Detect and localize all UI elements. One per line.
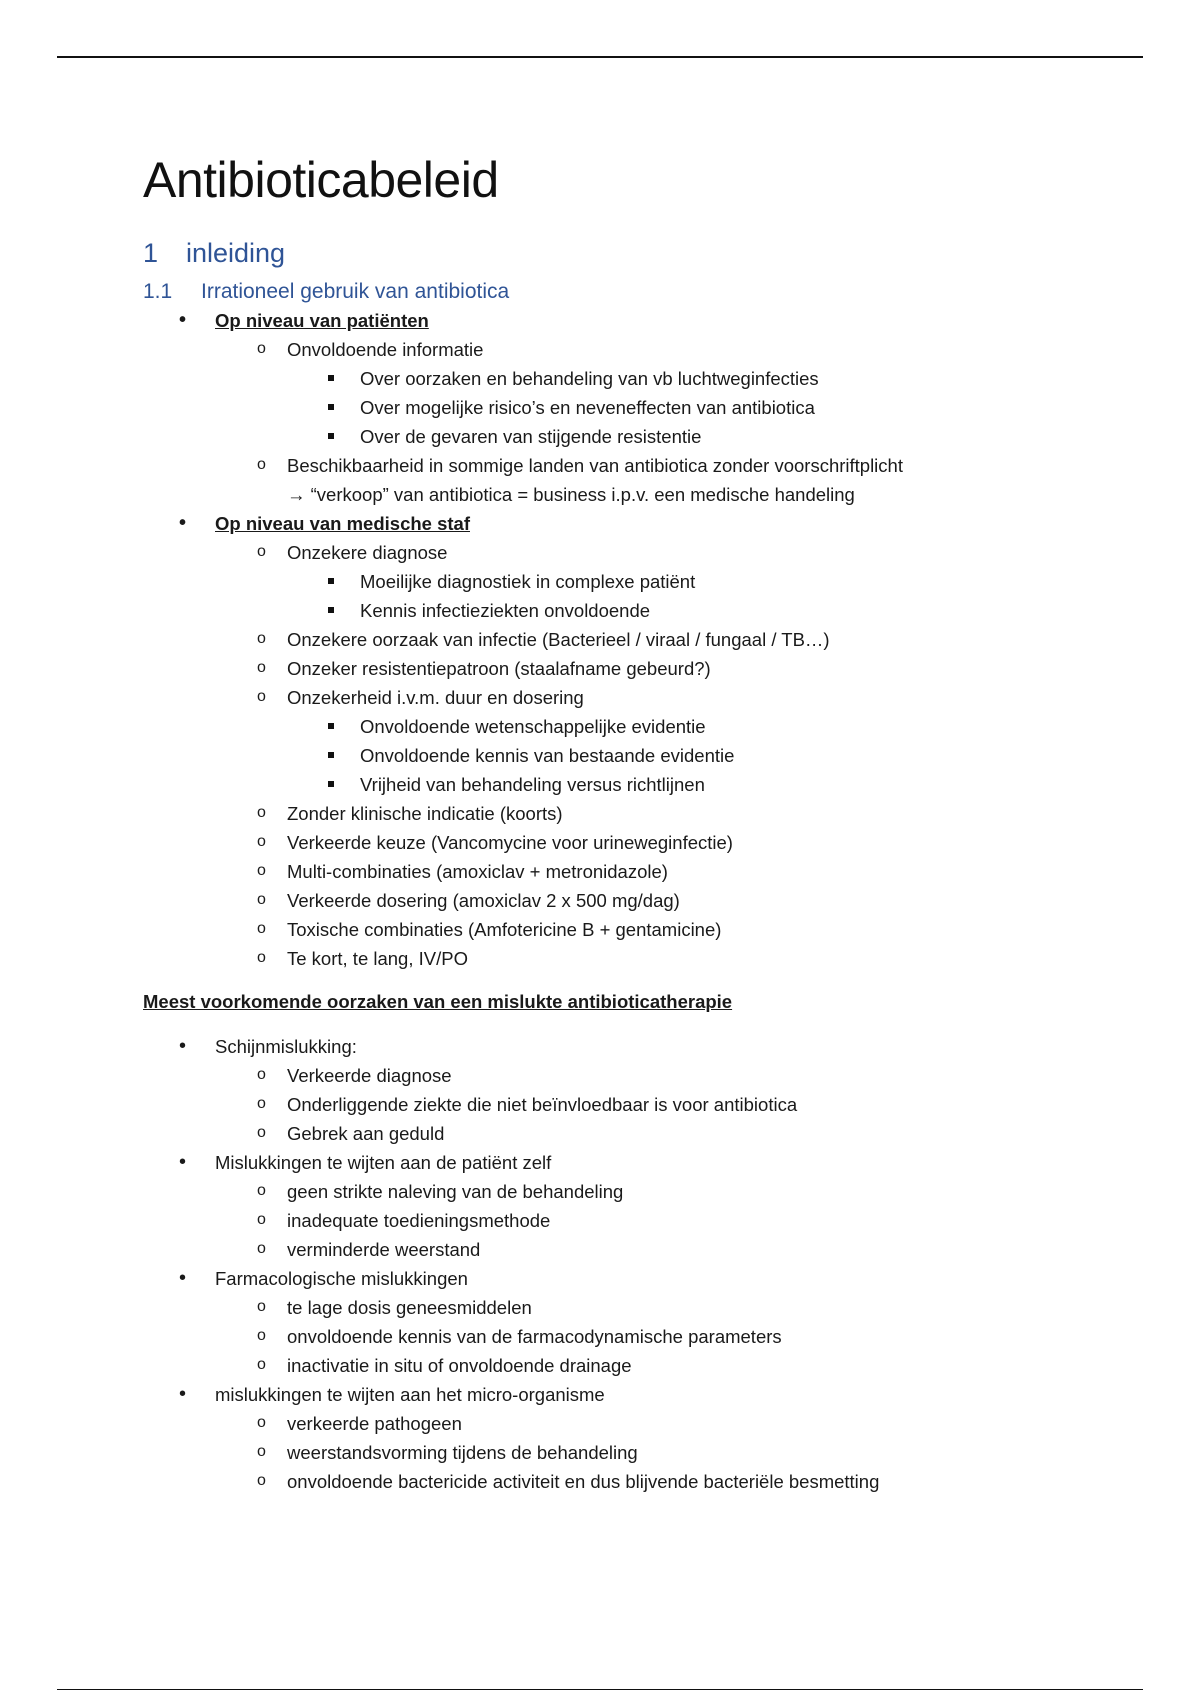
list-item: o Onzeker resistentiepatroon (staalafname gebeurd?) [287,654,1043,683]
list-item: o Onderliggende ziekte die niet beïnvloedbaar is voor antibiotica [287,1090,1043,1119]
group-sublist [215,1409,1043,1496]
subsection-heading [143,278,1043,306]
list-item: o Verkeerde keuze (Vancomycine voor urineweginfectie) [287,828,1043,857]
list-item: o Zonder klinische indicatie (koorts) [287,799,1043,828]
group-label: • mislukkingen te wijten aan het micro-organisme [215,1384,605,1405]
group-label: • Schijnmislukking: [215,1036,357,1057]
availability-continuation: → “verkoop” van antibiotica = business i.p.v. een medische handeling [287,484,855,505]
list-item: o onvoldoende kennis van de farmacodynamische parameters [287,1322,1043,1351]
list-item: Over oorzaken en behandeling van vb luchtweginfecties [360,364,1043,393]
group-label: • Mislukkingen te wijten aan de patiënt zelf [215,1152,551,1173]
list-item: Moeilijke diagnostiek in complexe patiënt [360,567,1043,596]
list-item: o Verkeerde dosering (amoxiclav 2 x 500 mg/dag) [287,886,1043,915]
list-item: o verkeerde pathogeen [287,1409,1043,1438]
list-item: Onvoldoende kennis van bestaande evidentie [360,741,1043,770]
list-item [287,538,1043,625]
list-item: o geen strikte naleving van de behandeling [287,1177,1043,1206]
section-title: inleiding [186,238,286,268]
duration-label: o Onzekerheid i.v.m. duur en dosering [287,683,1043,712]
list-item [287,683,1043,799]
group-label: • Farmacologische mislukkingen [215,1268,468,1289]
header-rule [57,56,1143,58]
list-item: Over de gevaren van stijgende resistentie [360,422,1043,451]
list-item-failure-group [143,1264,1043,1380]
list-item: o Multi-combinaties (amoxiclav + metronidazole) [287,857,1043,886]
failures-list [143,1032,1043,1496]
page-title: Antibioticabeleid [143,152,499,208]
list-item: o Onzekere oorzaak van infectie (Bacterieel / viraal / fungaal / TB…) [287,625,1043,654]
section-heading [143,236,1043,270]
list-item: o Verkeerde diagnose [287,1061,1043,1090]
list-item-staff [143,509,1043,973]
list-item: Vrijheid van behandeling versus richtlijnen [360,770,1043,799]
group-sublist [215,1293,1043,1380]
list-item: o onvoldoende bactericide activiteit en dus blijvende bacteriële besmetting [287,1467,1043,1496]
list-item-failure-group [143,1148,1043,1264]
info-label: o Onvoldoende informatie [287,335,1043,364]
group-sublist [215,1061,1043,1148]
list-item: Kennis infectieziekten onvoldoende [360,596,1043,625]
list-item: o Te kort, te lang, IV/PO [287,944,1043,973]
patients-sublist [215,335,1043,509]
list-item [287,335,1043,451]
list-item: o Gebrek aan geduld [287,1119,1043,1148]
failures-heading: Meest voorkomende oorzaken van een mislukte antibioticatherapie [143,991,733,1012]
list-item: o Toxische combinaties (Amfotericine B + gentamicine) [287,915,1043,944]
list-item: o te lage dosis geneesmiddelen [287,1293,1043,1322]
info-sublist [287,364,1043,451]
list-item: o verminderde weerstand [287,1235,1043,1264]
footer-rule [57,1689,1143,1690]
list-item: o inadequate toedieningsmethode [287,1206,1043,1235]
list-item: Onvoldoende wetenschappelijke evidentie [360,712,1043,741]
duration-sublist [287,712,1043,799]
list-item-failure-group [143,1380,1043,1496]
list-item: o weerstandsvorming tijdens de behandeling [287,1438,1043,1467]
list-item [287,451,1043,509]
subsection-title: Irrationeel gebruik van antibiotica [201,280,510,303]
irrational-use-list [143,306,1043,973]
group-sublist [215,1177,1043,1264]
document-body [143,150,1043,1496]
list-item-failure-group [143,1032,1043,1148]
list-item: Over mogelijke risico’s en neveneffecten van antibiotica [360,393,1043,422]
patients-label: • Op niveau van patiënten [215,310,429,331]
availability-label: o Beschikbaarheid in sommige landen van antibiotica zonder voorschriftplicht [287,451,1043,480]
list-item-patients [143,306,1043,509]
list-item: o inactivatie in situ of onvoldoende drainage [287,1351,1043,1380]
diagnosis-sublist [287,567,1043,625]
diagnosis-label: o Onzekere diagnose [287,538,1043,567]
subsection-number: 1.1 [143,280,173,303]
section-number: 1 [143,238,159,268]
staff-sublist [215,538,1043,973]
staff-label: • Op niveau van medische staf [215,513,470,534]
